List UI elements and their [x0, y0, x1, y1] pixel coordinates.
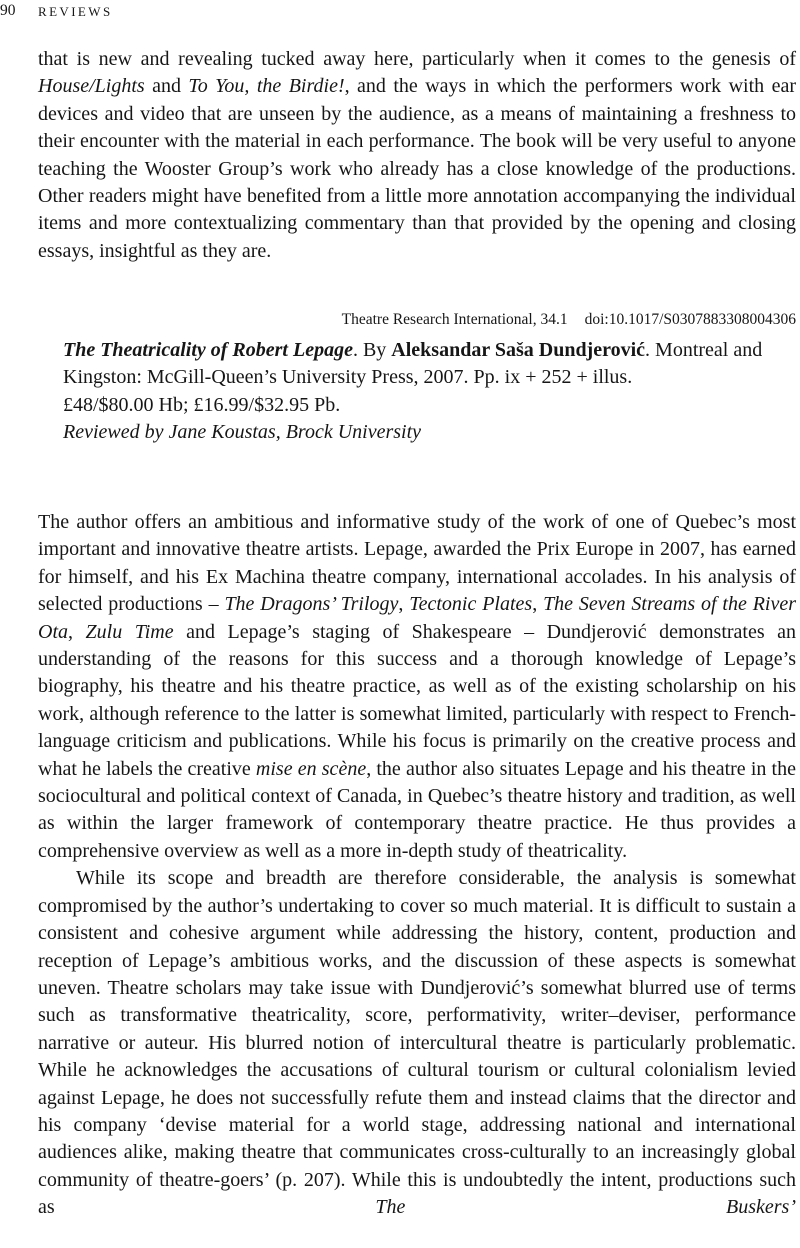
reviewer-line: Reviewed by Jane Koustas, Brock University: [63, 420, 422, 443]
section-header-label: REVIEWS: [38, 3, 113, 19]
book-heading-block: [63, 337, 796, 446]
review-paragraph-2: While its scope and breadth are therefore considerable, the analysis is somewhat compromised by the author’s undertaking to cover so much material. It is difficult to sustain a consistent and cohesive argument while addressing the history, content, production and reception of Lepage’s ambitious works, and the discussion of these aspects is somewhat uneven. Theatre scholars may take issue with Dundjerović’s somewhat blurred use of terms such as transformative theatricality, score, performativity, writer–deviser, performance narrative or auteur. His blurred notion of intercultural theatre is particularly problematic. While he acknowledges the accusations of cultural tourism or cultural colonialism levied against Lepage, he does not successfully refute them and instead claims that the director and his company ‘devise material for a world stage, addressing national and international audiences alike, making theatre that communicates cross-culturally to an increasingly global community of theatre-goers’ (p. 207). While this is undoubtedly the intent, productions such as The Buskers’: [38, 867, 796, 1219]
book-title-heading: The Theatricality of Robert Lepage. By Aleksandar Saša Dundjerović. Montreal and Kingston: McGill-Queen’s University Press, 2007. Pp. ix + 252 + illus.: [63, 339, 763, 389]
price-line: £48/$80.00 Hb; £16.99/$32.95 Pb.: [63, 393, 341, 416]
journal-citation: Theatre Research International, 34.1: [341, 311, 568, 328]
review-body: [38, 509, 796, 1222]
page-header: [0, 2, 796, 22]
continuation-paragraph: that is new and revealing tucked away here, particularly when it comes to the genesis of House/Lights and To You, the Birdie!, and the ways in which the performers work with ear devices and video that are unseen by the audience, as a means of maintaining a freshness to their encounter with the material in each performance. The book will be very useful to anyone teaching the Wooster Group’s work who already has a close knowledge of the productions. Other readers might have benefited from a little more annotation accompanying the individual items and more contextualizing commentary than that provided by the opening and closing essays, insightful as they are.: [38, 48, 796, 262]
review-paragraph-1: The author offers an ambitious and informative study of the work of one of Quebec’s most important and innovative theatre artists. Lepage, awarded the Prix Europe in 2007, has earned for himself, and his Ex Machina theatre company, international accolades. In his analysis of selected productions – The Dragons’ Trilogy, Tectonic Plates, The Seven Streams of the River Ota, Zulu Time and Lepage’s staging of Shakespeare – Dundjerović demonstrates an understanding of the reasons for this success and a thorough knowledge of Lepage’s biography, his theatre and his theatre practice, as well as of the existing scholarship on his work, although reference to the latter is somewhat limited, particularly with respect to French-language criticism and publications. While his focus is primarily on the creative process and what he labels the creative mise en scène, the author also situates Lepage and his theatre in the sociocultural and political context of Canada, in Quebec’s theatre history and tradition, as well as within the larger framework of contemporary theatre practice. He thus provides a comprehensive overview as well as a more in-depth study of theatricality.: [38, 511, 797, 862]
citation-line: [0, 311, 796, 329]
doi-text: doi:10.1017/S0307883308004306: [584, 311, 796, 328]
continuation-paragraph-block: [38, 46, 796, 265]
page-number: 90: [0, 2, 16, 19]
